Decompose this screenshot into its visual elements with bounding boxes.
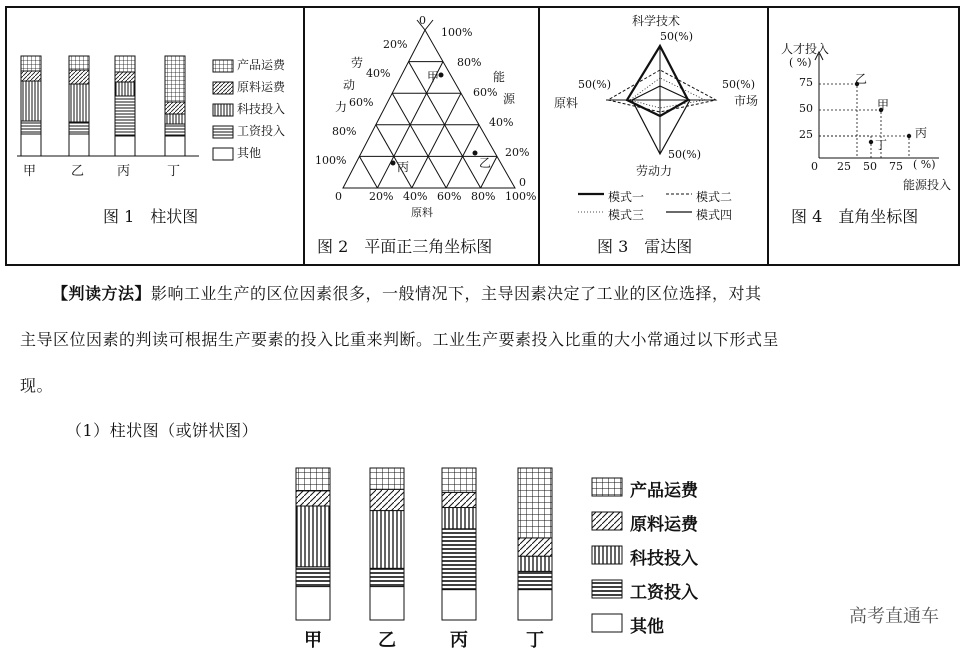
fig2-point-label: 甲 (427, 70, 440, 84)
fig2-tick-bottom: 0 (335, 190, 342, 203)
fig4-y-tick: 25 (799, 128, 813, 141)
fig1-legend-swatch (213, 126, 233, 138)
fig2-tick-right: 0 (519, 176, 526, 189)
fig4-y-unit: ( %) (789, 56, 812, 69)
fig1-x-label: 乙 (71, 164, 85, 179)
fig1-bar-segment (69, 56, 89, 70)
point-yi (473, 151, 478, 156)
fig1-x-label: 甲 (23, 164, 37, 179)
large-x-label: 丙 (450, 630, 468, 651)
fig1-bar-segment (69, 134, 89, 156)
fig1-bar-segment (165, 124, 185, 136)
large-legend-swatch (592, 478, 622, 496)
fig1-legend-label: 工资投入 (237, 124, 286, 138)
fig1-legend-swatch (213, 60, 233, 72)
large-legend-swatch (592, 512, 622, 530)
fig1-legend-label: 产品运费 (237, 58, 286, 72)
fig3-axis-label: 科学技术 (632, 14, 681, 28)
fig1-bar-segment (115, 56, 135, 72)
fig1-bar-segment (165, 114, 185, 124)
fig2-tick-bottom: 40% (403, 190, 428, 203)
fig1-bar-segment (21, 134, 41, 156)
fig2-axis-left: 劳 (351, 56, 364, 70)
fig4-point-label: 甲 (877, 98, 890, 112)
fig4-point-label: 乙 (855, 72, 868, 86)
method-heading: 【判读方法】 (52, 284, 152, 303)
fig2-tick-bottom: 80% (471, 190, 496, 203)
large-x-label: 丁 (526, 630, 544, 651)
large-legend-swatch (592, 546, 622, 564)
fig2-tick-right: 20% (505, 146, 530, 159)
fig4-x-tick: 25 (837, 160, 851, 173)
fig2-axis-right: 能 (493, 70, 506, 84)
large-x-label: 乙 (378, 630, 396, 651)
fig3-axis-label: 原料 (554, 96, 579, 110)
large-bar-segment (518, 468, 552, 538)
figure-panel-strip (5, 6, 960, 266)
large-legend-label: 产品运费 (630, 481, 698, 501)
fig3-axis-label: 市场 (734, 94, 759, 108)
large-legend-swatches (590, 470, 630, 640)
section-title: （1）柱状图（或饼状图） (66, 421, 259, 440)
large-bar-segment (296, 567, 330, 587)
large-bar-segment (518, 571, 552, 589)
large-x-label: 甲 (304, 630, 322, 651)
fig3-scale-label: 50(%) (578, 78, 612, 91)
fig2-point-label: 乙 (479, 156, 492, 170)
large-bar-segment (442, 529, 476, 590)
fig1-x-label: 丁 (167, 164, 181, 179)
fig1-bar-segment (165, 136, 185, 156)
large-legend-swatch (592, 580, 622, 598)
fig2-tick-bottom: 100% (505, 190, 537, 203)
large-bar-segment (370, 489, 404, 510)
fig1-legend-swatch (213, 104, 233, 116)
method-paragraph-line3: 现。 (20, 376, 54, 395)
fig4-x-unit: ( %) (913, 158, 936, 171)
large-bar-segment (370, 568, 404, 586)
fig2-tick-left: 20% (383, 38, 408, 51)
fig3-legend-label: 模式四 (696, 208, 733, 222)
fig1-legend-label: 原料运费 (237, 80, 286, 94)
fig3-scale-label: 50(%) (668, 148, 702, 161)
fig1-legend-label: 其他 (237, 146, 262, 160)
fig1-bar-segment (69, 84, 89, 122)
large-bar-segment (370, 587, 404, 620)
fig2-tick-right: 60% (473, 86, 498, 99)
fig2-caption: 图 2 平面正三角坐标图 (317, 237, 493, 256)
large-bar-chart (280, 460, 600, 630)
fig1-bar-segment (21, 121, 41, 134)
fig1-legend-label: 科技投入 (237, 102, 286, 116)
fig3-legend-label: 模式一 (608, 190, 645, 204)
fig4-caption: 图 4 直角坐标图 (791, 207, 919, 226)
fig1-bar-segment (115, 96, 135, 136)
fig4-point-label: 丁 (875, 138, 888, 152)
fig1-bar-segment (69, 70, 89, 84)
fig4-y-tick: 75 (799, 76, 813, 89)
fig4-x-tick: 50 (863, 160, 877, 173)
fig1-bar-segment (165, 56, 185, 102)
fig2-tick-left: 80% (332, 125, 357, 138)
large-bar-segment (296, 587, 330, 620)
large-bar-segment (518, 590, 552, 620)
large-bar-segment (442, 508, 476, 529)
fig3-axis-label: 劳动力 (636, 164, 673, 178)
large-legend-label: 科技投入 (630, 549, 698, 569)
fig1-bar-segment (21, 71, 41, 81)
fig1-bar-segment (69, 122, 89, 134)
large-legend-label: 其他 (630, 617, 664, 637)
fig1-caption: 图 1 柱状图 (103, 207, 199, 226)
fig4-x-tick: 75 (889, 160, 903, 173)
fig2-axis-left: 力 (335, 100, 348, 114)
fig2-tick-bottom: 60% (437, 190, 462, 203)
large-bar-segment (442, 590, 476, 620)
fig1-bar-segment (165, 102, 185, 114)
fig2-tick-left: 40% (366, 67, 391, 80)
fig1-bar-segment (115, 136, 135, 156)
fig4-x-tick: 0 (811, 160, 818, 173)
large-bar-segment (370, 511, 404, 569)
fig2-tick-right: 100% (441, 26, 473, 39)
large-bar-segment (370, 468, 404, 489)
fig2-axis-left: 动 (343, 78, 356, 92)
fig4-x-label: 能源投入 (903, 178, 952, 192)
fig1-bar-segment (21, 81, 41, 121)
fig2-tick-right: 80% (457, 56, 482, 69)
fig1-legend-swatch (213, 82, 233, 94)
fig2-axis-bottom: 原料 (411, 206, 433, 219)
fig2-tick-left: 100% (315, 154, 347, 167)
fig3-scale-label: 50(%) (722, 78, 756, 91)
large-bar-segment (296, 491, 330, 506)
fig2-axis-right: 源 (503, 92, 516, 106)
large-legend-label: 工资投入 (630, 583, 698, 603)
fig2-tick-left: 60% (349, 96, 374, 109)
fig1-bar-segment (21, 56, 41, 71)
fig3-radar-chart (540, 8, 767, 264)
large-bar-segment (518, 556, 552, 571)
fig2-tick: 0 (419, 14, 426, 27)
fig1-bar-segment (115, 82, 135, 96)
large-bar-segment (442, 492, 476, 507)
method-paragraph-line1: 【判读方法】影响工业生产的区位因素很多，一般情况下，主导因素决定了工业的区位选择，对其 (52, 284, 762, 303)
fig3-legend-label: 模式三 (608, 208, 645, 222)
large-bar-segment (442, 468, 476, 492)
large-bar-segment (518, 538, 552, 556)
fig2-tick-right: 40% (489, 116, 514, 129)
fig1-bar-segment (115, 72, 135, 82)
fig3-scale-label: 50(%) (660, 30, 694, 43)
large-legend-swatch (592, 614, 622, 632)
point-bing (391, 161, 396, 166)
fig3-legend-label: 模式二 (696, 190, 733, 204)
fig4-y-label: 人才投入 (781, 42, 830, 56)
large-bar-segment (296, 468, 330, 491)
fig4-y-tick: 50 (799, 102, 813, 115)
fig1-x-label: 丙 (117, 164, 131, 179)
fig3-caption: 图 3 雷达图 (597, 237, 693, 256)
method-paragraph-line2: 主导区位因素的判读可根据生产要素的投入比重来判断。工业生产要素投入比重的大小常通过以下形式呈 (20, 330, 780, 349)
fig2-tick-bottom: 20% (369, 190, 394, 203)
fig1-legend-swatch (213, 148, 233, 160)
large-legend-label: 原料运费 (630, 515, 698, 535)
watermark: 高考直通车 (849, 606, 939, 627)
fig4-point-label: 丙 (915, 126, 928, 140)
point-jia (439, 73, 444, 78)
large-bar-segment (296, 506, 330, 567)
fig2-point-label: 丙 (397, 160, 410, 174)
